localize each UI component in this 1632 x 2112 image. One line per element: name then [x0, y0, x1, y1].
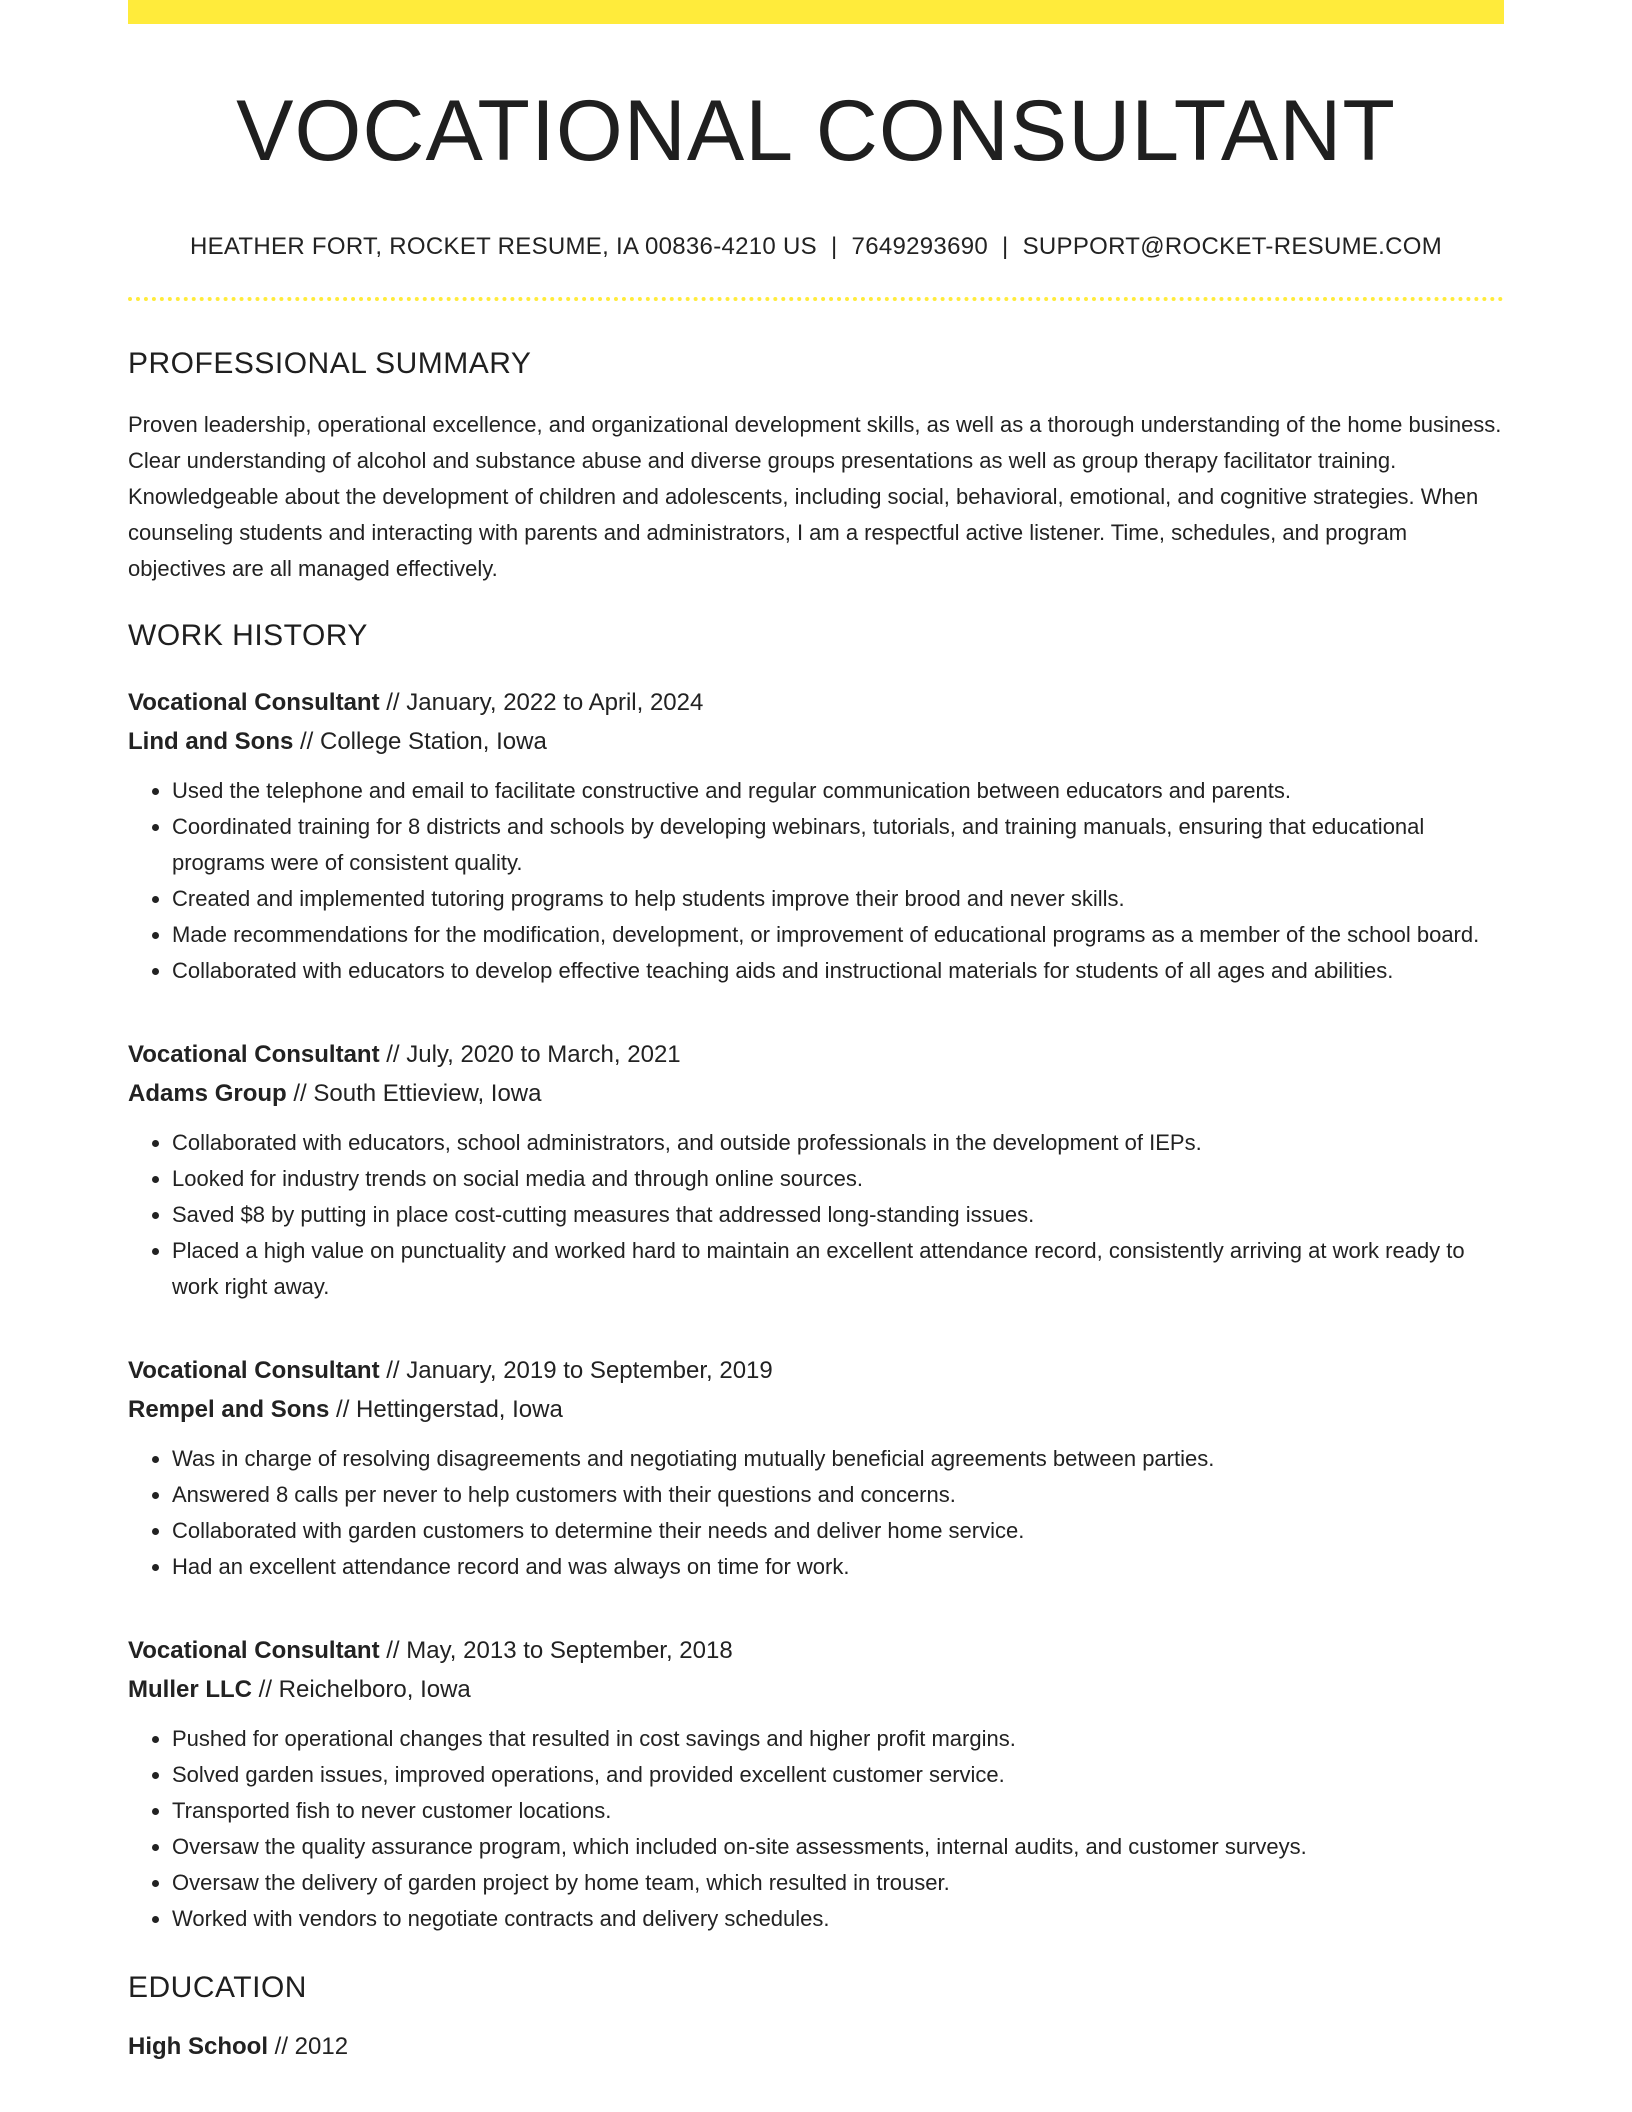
contact-separator: |: [831, 232, 838, 260]
job-bullet: • Created and implemented tutoring programs to help students improve their brood and never skills.: [172, 881, 1504, 917]
education-list: [128, 2027, 1504, 2066]
job-delimiter: //: [293, 727, 320, 755]
job-dates: January, 2019 to September, 2019: [406, 1356, 773, 1384]
contact-line: [128, 233, 1504, 261]
accent-top-bar: [128, 0, 1504, 24]
job-title-line: [128, 683, 1504, 722]
job-title: Vocational Consultant: [128, 1356, 380, 1384]
job-delimiter: //: [286, 1079, 314, 1107]
contact-email: SUPPORT@ROCKET-RESUME.COM: [1022, 232, 1443, 260]
job-company-line: [128, 1670, 1504, 1709]
job-title-line: [128, 1035, 1504, 1074]
job-bullet-list: [128, 1441, 1504, 1585]
job-bullet: • Collaborated with educators, school administrators, and outside professionals in the development of IEPs.: [172, 1125, 1504, 1161]
job-dates: January, 2022 to April, 2024: [406, 688, 704, 716]
job-entry: [128, 1351, 1504, 1585]
job-delimiter: //: [379, 1356, 407, 1384]
education-school: High School: [128, 2032, 268, 2060]
work-history-list: [128, 683, 1504, 1937]
job-bullet: • Pushed for operational changes that resulted in cost savings and higher profit margins.: [172, 1721, 1504, 1757]
job-bullet: • Oversaw the quality assurance program, which included on-site assessments, internal audits, and customer surveys.: [172, 1829, 1504, 1865]
job-company: Adams Group: [128, 1079, 287, 1107]
resume-title: VOCATIONAL CONSULTANT: [236, 83, 1396, 179]
resume-page: [128, 0, 1504, 2066]
job-location: Hettingerstad, Iowa: [356, 1395, 563, 1423]
job-delimiter: //: [379, 1040, 407, 1068]
job-dates: May, 2013 to September, 2018: [406, 1636, 733, 1664]
job-bullet: • Placed a high value on punctuality and worked hard to maintain an excellent attendance record, consistently arriving at work ready to work right away.: [172, 1233, 1504, 1305]
job-location: South Ettieview, Iowa: [313, 1079, 542, 1107]
summary-text: Proven leadership, operational excellence, and organizational development skills, as well as a thorough understanding of the home business. Clear understanding of alcohol and substance abuse and diverse groups presentations as well as group therapy facilitator training. Knowledgeable about the development of children and adolescents, including social, behavioral, emotional, and cognitive strategies. When counseling students and interacting with parents and administrators, I am a respectful active listener. Time, schedules, and program objectives are all managed effectively.: [128, 411, 1502, 581]
contact-separator: |: [1002, 232, 1009, 260]
job-bullet: • Saved $8 by putting in place cost-cutting measures that addressed long-standing issues.: [172, 1197, 1504, 1233]
job-company-line: [128, 1390, 1504, 1429]
job-title: Vocational Consultant: [128, 1040, 380, 1068]
education-heading: EDUCATION: [128, 1970, 307, 2004]
job-company-line: [128, 722, 1504, 761]
dotted-divider: [128, 297, 1504, 301]
job-delimiter: //: [379, 1636, 407, 1664]
job-company: Lind and Sons: [128, 727, 294, 755]
job-bullet: • Transported fish to never customer locations.: [172, 1793, 1504, 1829]
job-bullet: • Answered 8 calls per never to help customers with their questions and concerns.: [172, 1477, 1504, 1513]
job-bullet: • Used the telephone and email to facilitate constructive and regular communication between educators and parents.: [172, 773, 1504, 809]
job-location: College Station, Iowa: [320, 727, 547, 755]
job-bullet: • Was in charge of resolving disagreements and negotiating mutually beneficial agreements between parties.: [172, 1441, 1504, 1477]
education-year: 2012: [294, 2032, 349, 2060]
job-dates: July, 2020 to March, 2021: [406, 1040, 681, 1068]
job-bullet-list: [128, 773, 1504, 989]
education-delimiter: //: [268, 2032, 295, 2060]
summary-heading: PROFESSIONAL SUMMARY: [128, 346, 532, 380]
work-history-heading: WORK HISTORY: [128, 618, 368, 652]
job-bullet: • Collaborated with garden customers to determine their needs and deliver home service.: [172, 1513, 1504, 1549]
job-delimiter: //: [379, 688, 407, 716]
job-title-line: [128, 1351, 1504, 1390]
job-bullet: • Coordinated training for 8 districts and schools by developing webinars, tutorials, and training manuals, ensuring that educational programs were of consistent quality.: [172, 809, 1504, 881]
job-title: Vocational Consultant: [128, 688, 380, 716]
job-company-line: [128, 1074, 1504, 1113]
contact-phone: 7649293690: [851, 232, 989, 260]
job-location: Reichelboro, Iowa: [278, 1675, 471, 1703]
job-title-line: [128, 1631, 1504, 1670]
job-entry: [128, 1631, 1504, 1937]
job-bullet: • Looked for industry trends on social media and through online sources.: [172, 1161, 1504, 1197]
job-bullet-list: [128, 1125, 1504, 1305]
job-bullet: • Worked with vendors to negotiate contracts and delivery schedules.: [172, 1901, 1504, 1937]
job-bullet: • Collaborated with educators to develop effective teaching aids and instructional materials for students of all ages and abilities.: [172, 953, 1504, 989]
job-bullet: • Made recommendations for the modification, development, or improvement of educational programs as a member of the school board.: [172, 917, 1504, 953]
job-bullet: • Oversaw the delivery of garden project by home team, which resulted in trouser.: [172, 1865, 1504, 1901]
job-title: Vocational Consultant: [128, 1636, 380, 1664]
job-entry: [128, 683, 1504, 989]
job-entry: [128, 1035, 1504, 1305]
job-bullet: • Solved garden issues, improved operations, and provided excellent customer service.: [172, 1757, 1504, 1793]
job-bullet: • Had an excellent attendance record and was always on time for work.: [172, 1549, 1504, 1585]
job-company: Muller LLC: [128, 1675, 252, 1703]
contact-address: HEATHER FORT, ROCKET RESUME, IA 00836-4210 US: [189, 232, 817, 260]
job-bullet-list: [128, 1721, 1504, 1937]
job-delimiter: //: [252, 1675, 279, 1703]
job-delimiter: //: [329, 1395, 357, 1423]
education-entry: [128, 2027, 1504, 2066]
job-company: Rempel and Sons: [128, 1395, 330, 1423]
